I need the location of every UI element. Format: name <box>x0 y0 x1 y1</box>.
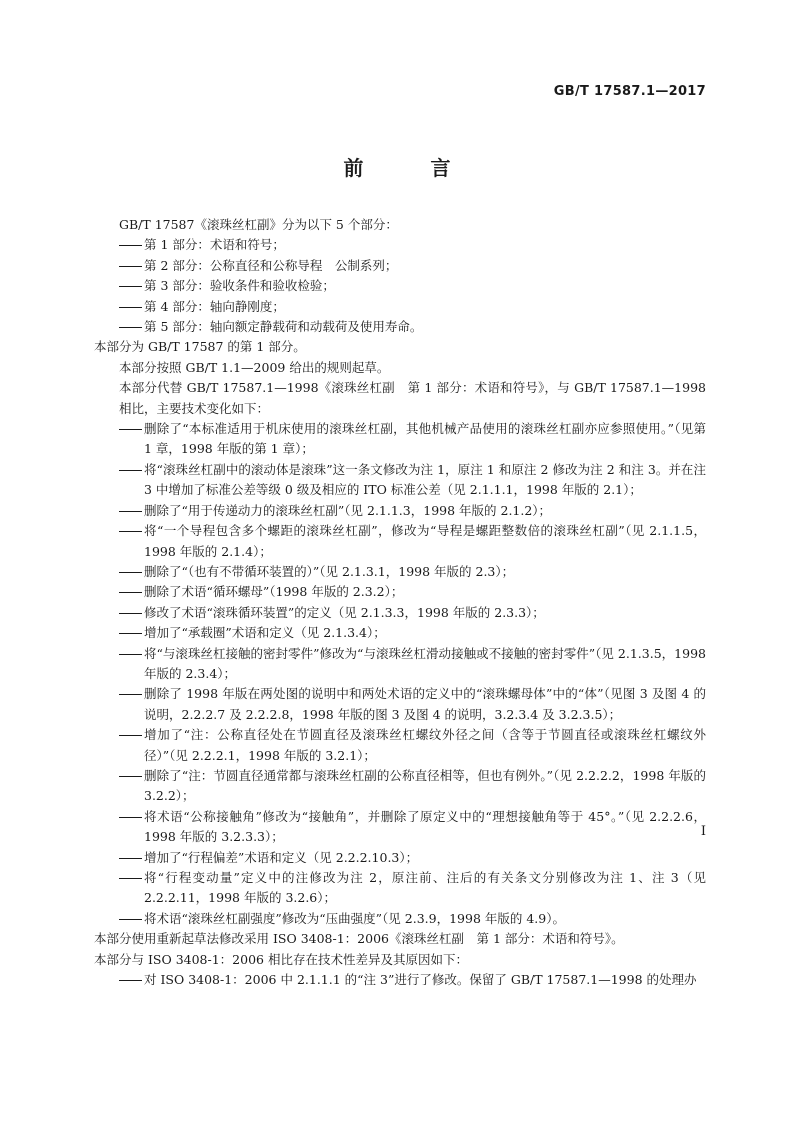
list-item: 删除了 1998 年版在两处图的说明中和两处术语的定义中的“滚珠螺母体”中的“体”（见图 3 及图 4 的说明，2.2.2.7 及 2.2.2.8，1998 年版的图 3 及图 4 的说明，3.2.3.4 及 3.2.3.5）； <box>144 686 706 722</box>
list-item: 将术语“公称接触角”修改为“接触角”，并删除了原定义中的“理想接触角等于 45°。”（见 2.2.2.6，1998 年版的 3.2.3.3）； <box>144 808 706 845</box>
list-item: 增加了“行程偏差”术语和定义（见 2.2.2.10.3）； <box>144 849 419 865</box>
part-statement: 本部分为 GB/T 17587 的第 1 部分。 <box>94 339 306 355</box>
list-item: 第 4 部分：轴向静刚度； <box>144 298 285 314</box>
page-title: 前 言 <box>343 156 481 180</box>
list-item: 删除了“本标准适用于机床使用的滚珠丝杠副，其他机械产品使用的滚珠丝杠副亦应参照使用。”（见第 1 章，1998 年版的第 1 章）； <box>144 421 706 457</box>
list-item: 删除了“用于传递动力的滚珠丝杠副”（见 2.1.1.3，1998 年版的 2.1.2）； <box>144 502 552 518</box>
replacement-statement: 本部分代替 GB/T 17587.1—1998《滚珠丝杠副 第 1 部分：术语和符号》，与 GB/T 17587.1—1998 相比，主要技术变化如下： <box>119 380 706 416</box>
list-item: 增加了“承载圈”术语和定义（见 2.1.3.4）； <box>144 625 386 641</box>
list-item: 将“滚珠丝杠副中的滚动体是滚珠”这一条文修改为注 1，原注 1 和原注 2 修改为注 2 和注 3。并在注 3 中增加了标准公差等级 0 级及相应的 ITO 标准公差（见 2.1.1.1，1998 年版的 2.1）； <box>144 461 706 498</box>
technical-differences-statement: 本部分与 ISO 3408-1：2006 相比存在技术性差异及其原因如下： <box>94 951 468 967</box>
list-item: 将“一个导程包含多个螺距的滚珠丝杠副”，修改为“导程是螺距整数倍的滚珠丝杠副”（见 2.1.1.5，1998 年版的 2.1.4）； <box>144 523 706 559</box>
list-item: 将“行程变动量”定义中的注修改为注 2，原注前、注后的有关条文分别修改为注 1、注 3（见 2.2.2.11，1998 年版的 3.2.6）； <box>144 870 706 906</box>
list-item: 第 1 部分：术语和符号； <box>144 237 285 253</box>
changes-list <box>94 419 706 929</box>
list-item: 第 3 部分：验收条件和验收检验； <box>144 278 335 294</box>
list-item: 删除了“（也有不带循环装置的）”（见 2.1.3.1，1998 年版的 2.3）； <box>144 563 515 579</box>
list-item: 将术语“滚珠丝杠副强度”修改为“压曲强度”（见 2.3.9，1998 年版的 4.9）。 <box>144 910 565 926</box>
list-item: 对 ISO 3408-1：2006 中 2.1.1.1 的“注 3”进行了修改。保留了 GB/T 17587.1—1998 的处理办 <box>144 972 697 988</box>
iso-adoption-statement: 本部分使用重新起草法修改采用 ISO 3408-1：2006《滚珠丝杠副 第 1 部分：术语和符号》。 <box>94 931 624 947</box>
list-item: 删除了术语“循环螺母”（1998 年版的 2.3.2）； <box>144 584 404 600</box>
differences-list <box>94 970 706 990</box>
list-item: 第 2 部分：公称直径和公称导程 公制系列； <box>144 257 398 273</box>
list-item: 将“与滚珠丝杠接触的密封零件”修改为“与滚珠丝杠滑动接触或不接触的密封零件”（见 2.1.3.5，1998 年版的 2.3.4）； <box>144 645 706 681</box>
list-item: 增加了“注：公称直径处在节圆直径及滚珠丝杠螺纹外径之间（含等于节圆直径或滚珠丝杠螺纹外径）”（见 2.2.2.1，1998 年版的 3.2.1）； <box>144 727 706 763</box>
page-number: I <box>700 824 706 839</box>
drafting-rules-statement: 本部分按照 GB/T 1.1—2009 给出的规则起草。 <box>119 359 390 375</box>
standard-code: GB/T 17587.1—2017 <box>553 84 706 99</box>
list-item: 删除了“注：节圆直径通常都与滚珠丝杠副的公称直径相等，但也有例外。”（见 2.2.2.2，1998 年版的 3.2.2）； <box>144 767 706 804</box>
list-item: 第 5 部分：轴向额定静载荷和动载荷及使用寿命。 <box>144 319 423 335</box>
intro-paragraph: GB/T 17587《滚珠丝杠副》分为以下 5 个部分： <box>119 217 398 232</box>
list-item: 修改了术语“滚珠循环装置”的定义（见 2.1.3.3，1998 年版的 2.3.3）； <box>144 604 545 620</box>
parts-list <box>94 235 706 337</box>
document-body <box>94 215 706 990</box>
